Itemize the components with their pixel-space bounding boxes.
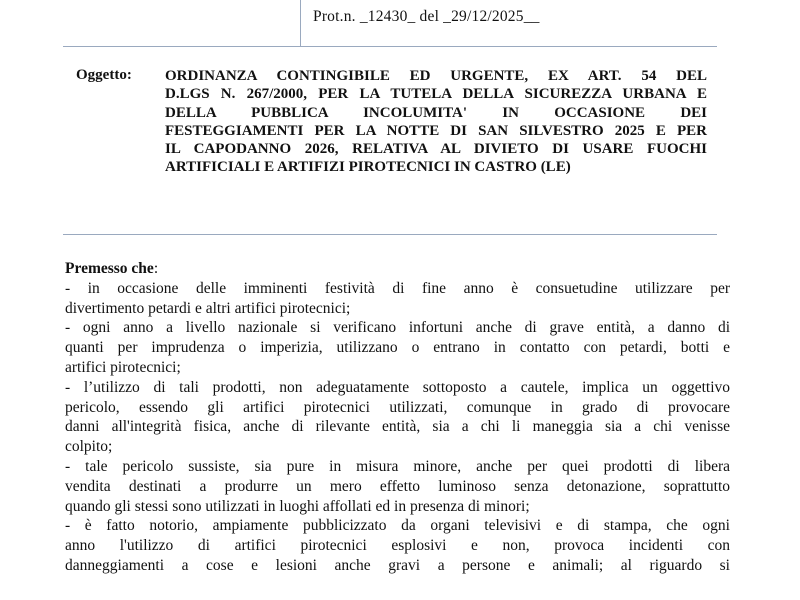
premesso-section	[65, 259, 730, 576]
premesso-line: danni all'integrità fisica, anche di rilevante entità, sia a chi li maneggia sia a chi venisse	[65, 418, 730, 436]
header-divider	[63, 46, 717, 47]
premesso-line: divertimento petardi e altri artifici pirotecnici;	[65, 299, 351, 317]
premesso-line: anno l'utilizzo di artifici pirotecnici esplosivi e non, provoca incidenti con	[65, 537, 730, 555]
premesso-line: vendita destinati a produrre un mero effetto luminoso senza detonazione, soprattutto	[65, 477, 730, 495]
premesso-line: quanti per imprudenza o imperizia, utilizzano o entrano in contatto con petardi, botti e	[65, 339, 730, 357]
premesso-line: colpito;	[65, 438, 113, 456]
premesso-line: - ogni anno a livello nazionale si verificano infortuni anche di grave entità, a danno di	[65, 319, 730, 337]
premesso-line: pericolo, essendo gli artifici pirotecnici utilizzati, comunque in grado di provocare	[65, 398, 730, 416]
premesso-line: danneggiamenti a cose e lesioni anche gravi a persone e animali; al riguardo si	[65, 556, 730, 574]
premesso-line: - in occasione delle imminenti festività di fine anno è consuetudine utilizzare per	[65, 279, 730, 297]
protocol-number: Prot.n. _12430_ del _29/12/2025__	[313, 8, 540, 25]
subject-label: Oggetto:	[76, 67, 132, 83]
subject-line: IL CAPODANNO 2026, RELATIVA AL DIVIETO DI USARE FUOCHI	[165, 141, 707, 158]
header-vertical-divider	[300, 0, 301, 46]
subject-line: D.LGS N. 267/2000, PER LA TUTELA DELLA SICUREZZA URBANA E	[165, 86, 707, 103]
subject-line: DELLA PUBBLICA INCOLUMITA' IN OCCASIONE DEI	[165, 104, 707, 121]
premesso-line: - è fatto notorio, ampiamente pubblicizzato da organi televisivi e di stampa, che ogni	[65, 517, 730, 535]
subject-text	[165, 67, 707, 177]
premesso-line: - l’utilizzo di tali prodotti, non adeguatamente sottoposto a cautele, implica un oggettivo	[65, 378, 730, 396]
subject-line: ARTIFICIALI E ARTIFIZI PIROTECNICI IN CASTRO (LE)	[165, 159, 571, 176]
premesso-line: artifici pirotecnici;	[65, 358, 181, 376]
subject-divider	[63, 234, 717, 235]
subject-line: FESTEGGIAMENTI PER LA NOTTE DI SAN SILVESTRO 2025 E PER	[165, 122, 707, 139]
premesso-title: Premesso che	[65, 260, 154, 277]
premesso-line: - tale pericolo sussiste, sia pure in misura minore, anche per quei prodotti di libera	[65, 457, 730, 475]
subject-line: ORDINANZA CONTINGIBILE ED URGENTE, EX ART. 54 DEL	[165, 68, 707, 84]
premesso-line: quando gli stessi sono utilizzati in luoghi affollati ed in presenza di minori;	[65, 497, 530, 515]
premesso-heading	[65, 259, 730, 279]
premesso-title-colon: :	[153, 260, 159, 277]
